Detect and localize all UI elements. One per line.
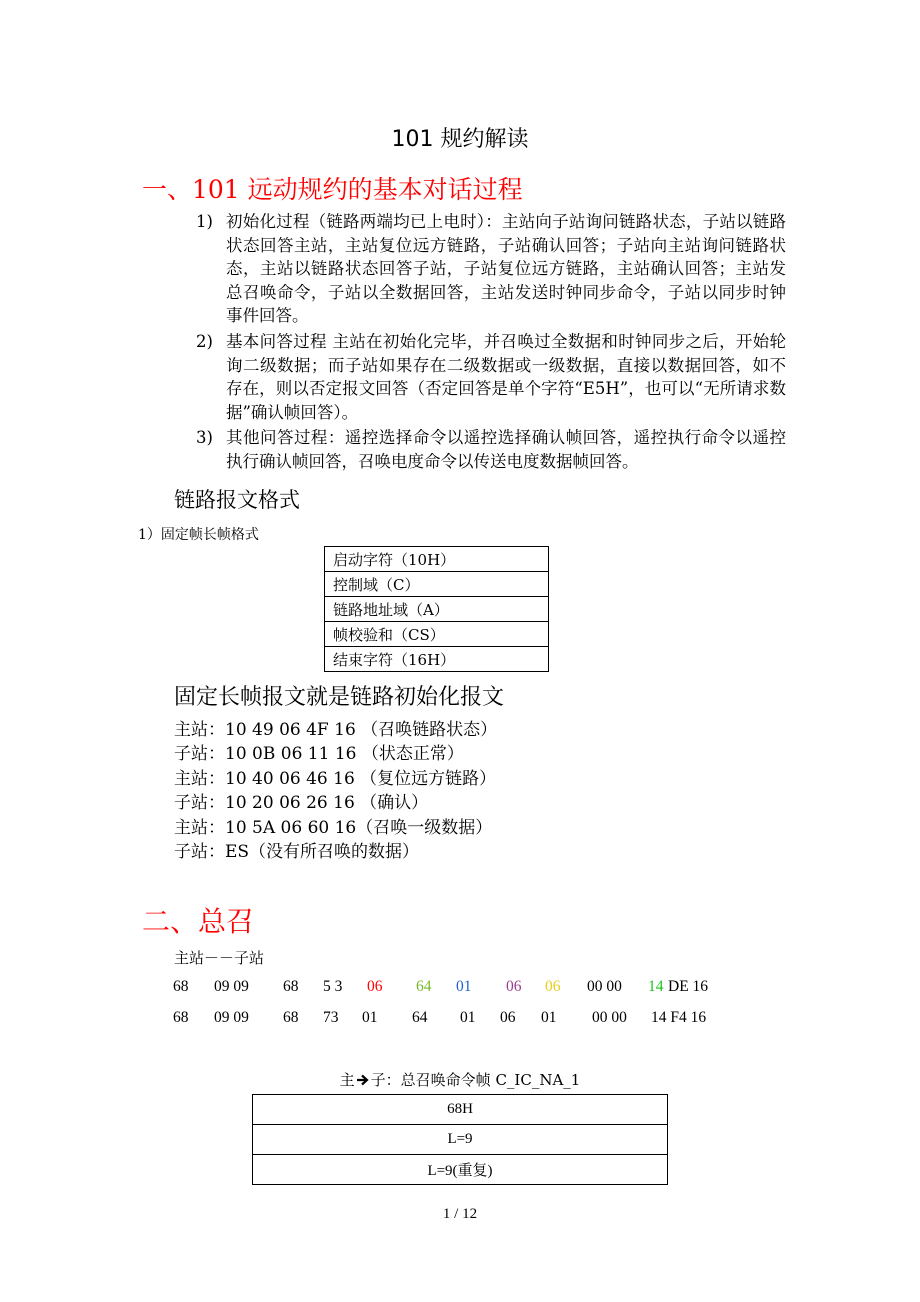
- frame-table-caption: [0, 1069, 920, 1091]
- hex-byte: 09 09: [214, 978, 249, 995]
- hex-byte: 06: [367, 978, 383, 995]
- list-text: 其他问答过程：遥控选择命令以遥控选择确认帧回答，遥控执行命令以遥控执行确认帧回答，召唤电度命令以传送电度数据帧回答。: [226, 428, 786, 471]
- right-arrow-icon: [356, 1073, 370, 1091]
- hex-byte: 00 00: [592, 1009, 627, 1026]
- table-cell: 控制域（C）: [325, 572, 549, 597]
- hex-byte: 68: [283, 1009, 299, 1026]
- hex-byte: 68: [173, 978, 189, 995]
- table-cell: L=9: [253, 1125, 668, 1155]
- list-text: 初始化过程（链路两端均已上电时）：主站向子站询问链路状态，子站以链路状态回答主站，主站复位远方链路，子站确认回答；子站向主站询问链路状态，主站以链路状态回答子站，子站复位远方链路，主站确认回答；主站发总召唤命令，子站以全数据回答，主站发送时钟同步命令，子站以同步时钟事件回答。: [226, 212, 786, 326]
- direction-label: 主站－－子站: [174, 949, 265, 967]
- hex-byte: 06: [506, 978, 522, 995]
- hex-row-plain: [0, 1009, 920, 1033]
- hex-byte: 5 3: [323, 978, 343, 995]
- hex-byte: DE 16: [668, 978, 709, 995]
- list-item: [196, 426, 786, 473]
- list-item: [196, 330, 786, 424]
- caption-prefix: 主: [339, 1071, 355, 1089]
- table-cell: 结束字符（16H）: [325, 647, 549, 672]
- table-cell: 帧校验和（CS）: [325, 622, 549, 647]
- exchange-line: 子站：10 0B 06 11 16 （状态正常）: [174, 744, 464, 765]
- hex-byte: 01: [460, 1009, 476, 1026]
- page-number: 1 / 12: [442, 1206, 478, 1222]
- hex-row-colored: [0, 978, 920, 1002]
- page-title: 101 规约解读: [391, 127, 529, 152]
- list-number: 1): [196, 212, 213, 231]
- section-2-heading: 二、总召: [142, 905, 255, 938]
- hex-byte: 00 00: [587, 978, 622, 995]
- list-number: 2): [196, 331, 213, 351]
- exchange-line: 主站：10 5A 06 60 16（召唤一级数据）: [174, 817, 493, 838]
- hex-byte: 01: [456, 978, 472, 995]
- table-cell: L=9(重复): [253, 1155, 668, 1185]
- hex-byte: 64: [416, 978, 432, 995]
- table-cell: 启动字符（10H）: [325, 547, 549, 572]
- hex-byte: 14: [648, 978, 664, 995]
- exchange-line: 子站：10 20 06 26 16 （确认）: [174, 793, 429, 814]
- hex-byte: 01: [541, 1009, 557, 1026]
- hex-byte: 09 09: [214, 1009, 249, 1026]
- hex-byte: 14 F4 16: [651, 1009, 707, 1026]
- hex-byte: 68: [283, 978, 299, 995]
- init-exchange: [174, 718, 497, 864]
- hex-byte: 73: [323, 1009, 339, 1026]
- table-cell: 链路地址域（A）: [325, 597, 549, 622]
- section-1-heading: 一、101 远动规约的基本对话过程: [142, 175, 523, 204]
- hex-byte: 68: [173, 1009, 189, 1026]
- hex-byte: 01: [362, 1009, 378, 1026]
- hex-byte: 06: [500, 1009, 516, 1026]
- exchange-line: 主站：10 40 06 46 16 （复位远方链路）: [174, 768, 497, 789]
- table-cell: 68H: [253, 1095, 668, 1125]
- list-text: 基本问答过程 主站在初始化完毕，并召唤过全数据和时钟同步之后，开始轮询二级数据；而子站如果存在二级数据或一级数据，直接以数据回答，如不存在，则以否定报文回答（否定回答是单个字符“E5H”，也可以“无所请求数据”确认帧回答）。: [226, 331, 786, 422]
- init-heading: 固定长帧报文就是链路初始化报文: [174, 685, 505, 710]
- list-item: [196, 210, 786, 328]
- hex-byte: 64: [412, 1009, 428, 1026]
- caption-suffix: 子：总召唤命令帧 C_IC_NA_1: [370, 1071, 581, 1089]
- general-call-frame-table: [252, 1094, 668, 1185]
- hex-byte: 06: [545, 978, 561, 995]
- list-number: 3): [196, 428, 213, 448]
- fixed-frame-table: [324, 546, 549, 672]
- link-format-subheading: 链路报文格式: [174, 488, 300, 512]
- exchange-line: 主站：10 49 06 4F 16 （召唤链路状态）: [174, 720, 498, 740]
- fixed-frame-label: 1）固定帧长帧格式: [138, 527, 259, 543]
- exchange-line: 子站：ES（没有所召唤的数据）: [174, 842, 420, 863]
- dialog-process-list: [196, 210, 786, 474]
